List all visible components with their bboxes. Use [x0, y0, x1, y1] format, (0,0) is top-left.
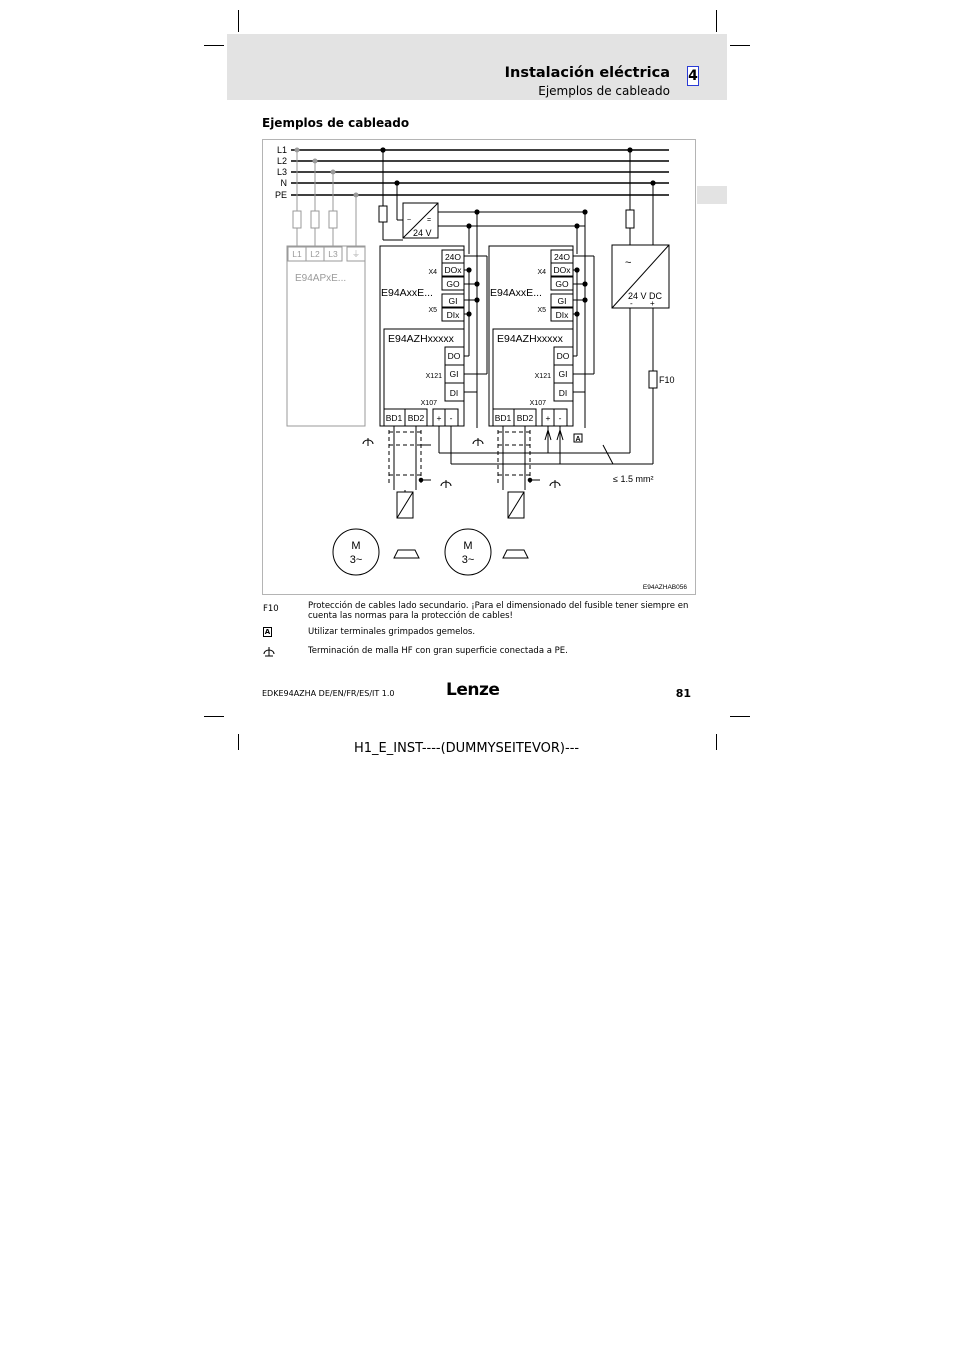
crop-mark — [238, 734, 239, 750]
legend-text-shield: Terminación de malla HF con gran superficie conectada a PE. — [308, 646, 568, 656]
motor-cable-1 — [389, 426, 431, 558]
drive1-x5-dix: DIx — [446, 310, 460, 320]
drive1-x107-label: X107 — [420, 400, 437, 407]
cross-section-label: ≤ 1.5 mm² — [613, 474, 654, 484]
drive2-x121-label: X121 — [534, 373, 551, 380]
ferrule-connections — [545, 426, 613, 464]
motor-cable-2 — [498, 426, 540, 558]
document-code: EDKE94AZHA DE/EN/FR/ES/IT 1.0 — [262, 689, 395, 698]
ferrule-marker-icon: A — [264, 628, 271, 636]
drive1-x4-label: X4 — [428, 269, 437, 276]
supply-module-label: E94APxE... — [295, 273, 347, 284]
line-label-l3: L3 — [276, 167, 287, 177]
crop-mark — [730, 716, 750, 717]
psu-dc-symbol: = — [427, 217, 432, 224]
drive2-x107-bd2: BD2 — [516, 413, 534, 423]
legend-text-a: Utilizar terminales grimpados gemelos. — [308, 627, 476, 637]
drive2-x107-plus: + — [545, 413, 551, 423]
shield-ground-icon — [263, 645, 275, 657]
motor1-line2: 3~ — [349, 554, 363, 566]
drive1-x121-do: DO — [447, 351, 461, 361]
drive2-label: E94AxxE... — [490, 287, 542, 299]
drive1-x4-go: GO — [446, 279, 460, 289]
fuse-label: F10 — [659, 375, 675, 385]
motor-1 — [333, 529, 379, 575]
crop-mark — [730, 45, 750, 46]
legend-text-f10: Protección de cables lado secundario. ¡Para el dimensionado del fusible tener siempre en cuenta las normas para la protección de cables! — [308, 601, 689, 621]
motor1-line1: M — [351, 540, 361, 552]
drive2-x5-dix: DIx — [555, 310, 569, 320]
motor2-line2: 3~ — [461, 554, 475, 566]
line-label-l2: L2 — [276, 156, 287, 166]
line-label-l1: L1 — [276, 145, 287, 155]
drive1-x5-gi: GI — [448, 296, 458, 306]
motor2-line1: M — [463, 540, 473, 552]
crop-mark — [204, 716, 224, 717]
drive1-label: E94AxxE... — [381, 287, 433, 299]
legend-key-shield — [263, 645, 275, 660]
supply-terminal-l1: L1 — [292, 249, 302, 259]
legend-key-a — [263, 627, 272, 637]
drive2-x4-dox: DOx — [553, 265, 571, 275]
drive1-option-label: E94AZHxxxxx — [388, 333, 454, 345]
psu-voltage-label: 24 V — [413, 228, 432, 238]
supply-module — [287, 148, 365, 427]
motor-2 — [445, 529, 491, 575]
figure-id: E94AZHAB056 — [642, 584, 687, 591]
dc-psu-minus: - — [630, 299, 633, 308]
drive1-x107-minus: - — [449, 413, 453, 423]
wiring-diagram — [262, 139, 696, 595]
dummy-page-marker: H1_E_INST----(DUMMYSEITEVOR)--- — [354, 741, 580, 756]
wiring-diagram-svg — [263, 140, 695, 594]
dc-psu-plus: + — [650, 299, 655, 308]
supply-terminal-l2: L2 — [310, 249, 320, 259]
drive1-x121-label: X121 — [425, 373, 442, 380]
drive1-x107-bd2: BD2 — [407, 413, 425, 423]
drive2-x121-di: DI — [558, 388, 568, 398]
crop-mark — [204, 45, 224, 46]
page-subtitle: Ejemplos de cableado — [538, 84, 670, 98]
page-number: 81 — [675, 687, 691, 700]
drive2-x4-label: X4 — [537, 269, 546, 276]
drive2-x5-label: X5 — [537, 307, 546, 314]
drive1-x107-plus: + — [436, 413, 442, 423]
dc-psu-label: 24 V DC — [628, 291, 663, 301]
drive1-x4-24o: 24O — [444, 252, 462, 262]
side-tab — [697, 186, 727, 204]
legend-key-f10: F10 — [263, 604, 279, 614]
drive2-x5-gi: GI — [557, 296, 567, 306]
line-label-n: N — [280, 178, 287, 188]
drive1-x4-dox: DOx — [444, 265, 462, 275]
drive1-x107-bd1: BD1 — [385, 413, 403, 423]
drive2-x4-24o: 24O — [553, 252, 571, 262]
supply-terminal-pe: ⏚ — [351, 249, 361, 259]
drive2-x107-bd1: BD1 — [494, 413, 512, 423]
lenze-logo: Lenze — [446, 680, 500, 700]
drive1-x5-label: X5 — [428, 307, 437, 314]
supply-terminal-l3: L3 — [328, 249, 338, 259]
drive2-x107-label: X107 — [529, 400, 546, 407]
drive1-x121-gi: GI — [449, 369, 459, 379]
drive2-x121-do: DO — [556, 351, 570, 361]
crop-mark — [238, 10, 239, 32]
supply-lines — [291, 150, 669, 195]
drive2-option-label: E94AZHxxxxx — [497, 333, 563, 345]
drive1-x121-di: DI — [449, 388, 459, 398]
page-title: Instalación eléctrica — [504, 65, 670, 81]
drive2-x121-gi: GI — [558, 369, 568, 379]
crop-mark — [716, 734, 717, 750]
chapter-number: 4 — [688, 68, 698, 84]
line-label-pe: PE — [274, 190, 287, 200]
drive2-x107-minus: - — [558, 413, 562, 423]
ferrule-marker: A — [575, 436, 581, 443]
section-title: Ejemplos de cableado — [262, 116, 410, 130]
psu-ac-symbol: ~ — [407, 217, 412, 224]
drive2-x4-go: GO — [555, 279, 569, 289]
crop-mark — [716, 10, 717, 32]
dc-psu-symbol: ~ — [625, 257, 632, 269]
